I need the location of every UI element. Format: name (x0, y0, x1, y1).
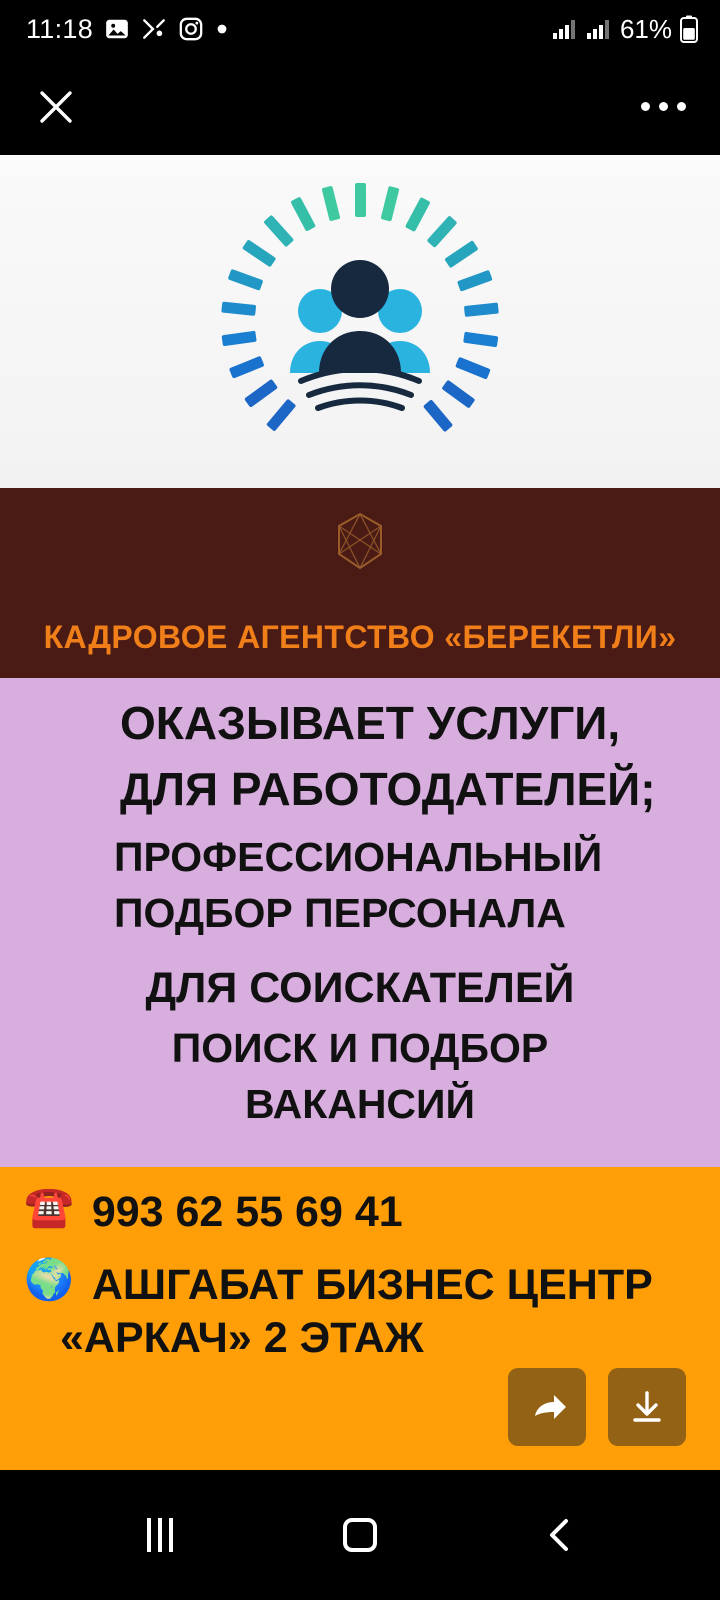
dot-icon (215, 22, 229, 36)
phone-row (24, 1187, 720, 1238)
status-bar (0, 0, 720, 58)
screenshot-icon (141, 16, 167, 42)
people-sunburst-logo (215, 177, 505, 467)
phone-number: 993 62 55 69 41 (91, 1188, 403, 1236)
poster-agency-band (0, 488, 720, 678)
signal-bars-icon (552, 17, 578, 41)
services-line-7: ВАКАНСИЙ (245, 1081, 475, 1128)
home-button[interactable] (320, 1505, 400, 1565)
poster-image[interactable] (0, 155, 720, 1470)
download-button[interactable] (608, 1368, 686, 1446)
more-options-icon[interactable] (641, 102, 686, 111)
address-line-2: «АРКАЧ» 2 ЭТАЖ (60, 1314, 424, 1363)
close-icon[interactable] (32, 83, 80, 131)
instagram-icon (178, 16, 204, 42)
recents-button[interactable] (120, 1505, 200, 1565)
services-line-2: ДЛЯ РАБОТОДАТЕЛЕЙ; (120, 763, 656, 816)
share-button[interactable] (508, 1368, 586, 1446)
services-line-3: ПРОФЕССИОНАЛЬНЫЙ (114, 833, 603, 880)
poster-services-band (0, 678, 720, 1167)
poster-logo-band (0, 155, 720, 488)
address-row (24, 1257, 720, 1311)
address-line-1: АШГАБАТ БИЗНЕС ЦЕНТР (91, 1260, 653, 1309)
agency-title: КАДРОВОЕ АГЕНТСТВО «БЕРЕКЕТЛИ» (43, 619, 677, 655)
status-time: 11:18 (26, 13, 94, 44)
services-line-6: ПОИСК И ПОДБОР (171, 1025, 549, 1072)
globe-icon: 🌍 (24, 1257, 74, 1302)
status-bar-left (26, 14, 229, 45)
telephone-icon: ☎️ (24, 1185, 74, 1229)
polygon-emblem-icon (327, 510, 393, 581)
system-navigation-bar (0, 1470, 720, 1600)
battery-icon (680, 15, 698, 43)
battery-percent-label: 61% (619, 13, 672, 44)
back-button[interactable] (520, 1505, 600, 1565)
status-bar-right (552, 14, 698, 45)
floating-action-group (508, 1368, 686, 1446)
viewer-top-bar (0, 58, 720, 155)
services-line-5: ДЛЯ СОИСКАТЕЛЕЙ (145, 964, 575, 1013)
services-line-1: ОКАЗЫВАЕТ УСЛУГИ, (120, 697, 621, 749)
poster-contacts-band (0, 1167, 720, 1470)
services-line-4: ПОДБОР ПЕРСОНАЛА (114, 889, 566, 936)
signal-bars-icon-2 (586, 17, 612, 41)
image-icon (104, 16, 130, 42)
